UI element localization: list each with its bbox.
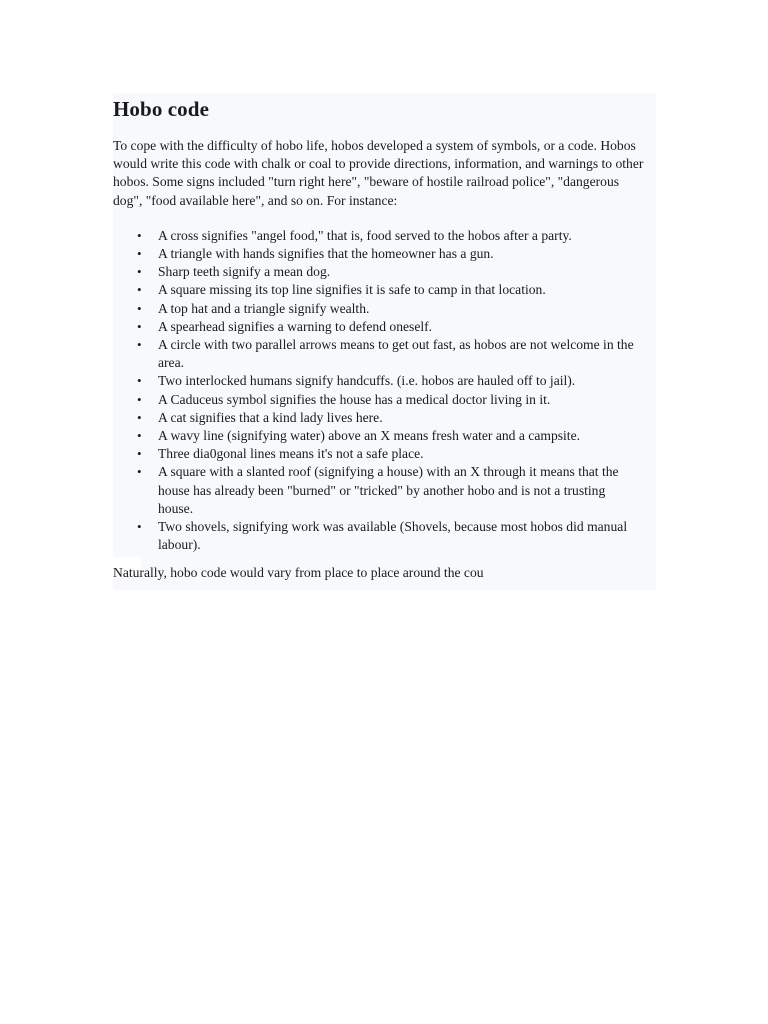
bullet-icon: • xyxy=(137,264,142,280)
bullet-icon: • xyxy=(137,282,142,298)
bullet-icon: • xyxy=(137,409,142,425)
bullet-icon: • xyxy=(137,446,142,462)
bullet-icon: • xyxy=(137,373,142,389)
list-item: • A top hat and a triangle signify wealth. xyxy=(158,300,649,318)
list-item: • A square missing its top line signifies it is safe to camp in that location. xyxy=(158,281,649,299)
list-item: • A square with a slanted roof (signifying a house) with an X through it means that the house has already been "burned" or "tricked" by another hobo and is not a trusting house. xyxy=(137,464,619,516)
intro-paragraph: To cope with the difficulty of hobo life, hobos developed a system of symbols, or a code. Hobos would write this code with chalk or coal to provide directions, information, and warnings to other hobos. Some signs included "turn right here", "beware of hostile railroad police", "dangerous dog", "food available here", and so on. For instance: xyxy=(113,138,644,208)
bullet-icon: • xyxy=(137,227,142,243)
list-item: • A wavy line (signifying water) above an X means fresh water and a campsite. xyxy=(158,427,649,445)
bullet-icon: • xyxy=(137,519,142,535)
bullet-icon: • xyxy=(137,337,142,353)
page-title: Hobo code xyxy=(113,97,209,121)
list-item: • Three dia0gonal lines means it's not a safe place. xyxy=(158,445,649,463)
list-item: • A spearhead signifies a warning to defend oneself. xyxy=(158,318,649,336)
list-item: • A Caduceus symbol signifies the house has a medical doctor living in it. xyxy=(158,391,649,409)
closing-paragraph: Naturally, hobo code would vary from place to place around the cou xyxy=(113,565,484,581)
list-item: • A cross signifies "angel food," that is, food served to the hobos after a party. xyxy=(158,227,649,245)
bullet-icon: • xyxy=(137,318,142,334)
list-item: • A cat signifies that a kind lady lives here. xyxy=(158,409,649,427)
list-item: • Two interlocked humans signify handcuffs. (i.e. hobos are hauled off to jail). xyxy=(158,372,649,390)
list-item: • Sharp teeth signify a mean dog. xyxy=(158,263,649,281)
bullet-icon: • xyxy=(137,428,142,444)
list-item: • Two shovels, signifying work was available (Shovels, because most hobos did manual labour). xyxy=(137,519,628,553)
list-item: • A circle with two parallel arrows means to get out fast, as hobos are not welcome in the area. xyxy=(137,337,634,371)
bullet-icon: • xyxy=(137,391,142,407)
list-item: • A triangle with hands signifies that the homeowner has a gun. xyxy=(158,245,649,263)
bullet-icon: • xyxy=(137,300,142,316)
article-content xyxy=(113,93,649,583)
symbol-list xyxy=(113,227,649,555)
bullet-icon: • xyxy=(137,246,142,262)
bullet-icon: • xyxy=(137,464,142,480)
